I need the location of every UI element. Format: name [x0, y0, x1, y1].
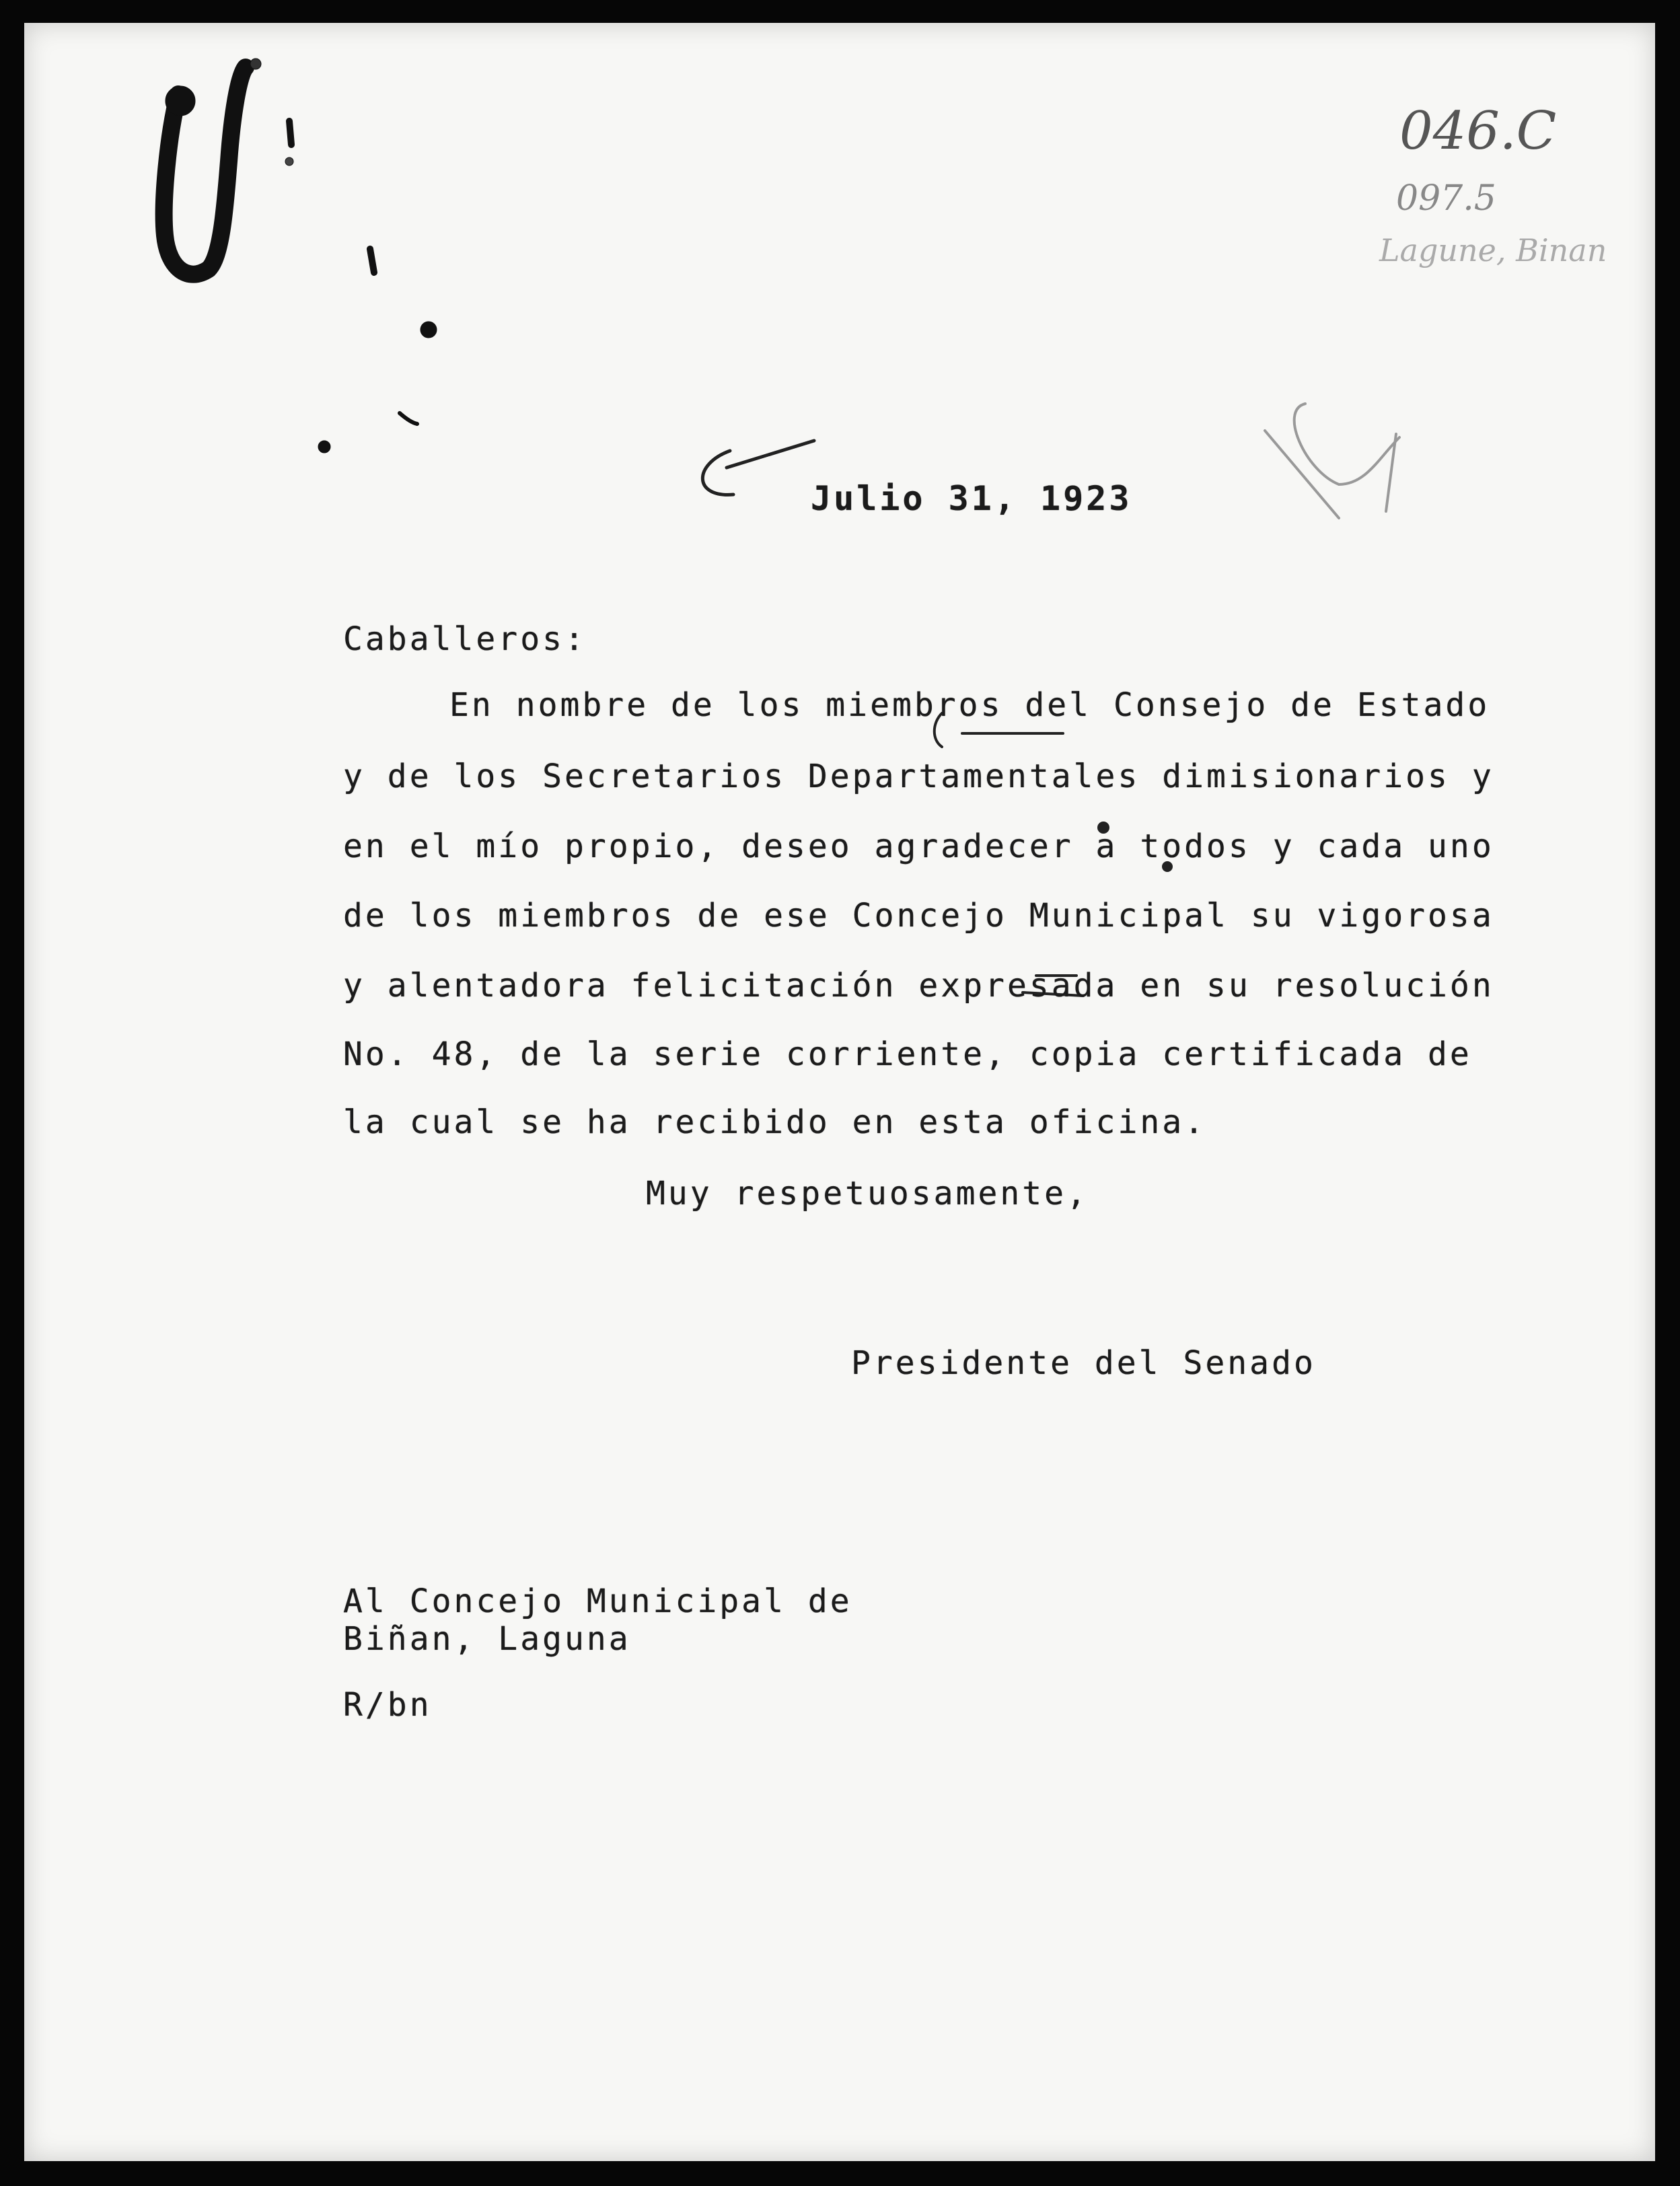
body-line-7: la cual se ha recibido en esta oficina.	[343, 1103, 1207, 1141]
archive-code-1: 046.C	[1399, 101, 1557, 161]
archive-code-2: 097.5	[1396, 178, 1496, 219]
addressee-line-1: Al Concejo Municipal de	[343, 1582, 852, 1620]
closing: Muy respetuosamente,	[646, 1175, 1089, 1212]
typist-initials: R/bn	[343, 1686, 432, 1724]
body-line-1: En nombre de los miembros del Consejo de Estado	[449, 686, 1490, 724]
addressee-line-2: Biñan, Laguna	[343, 1620, 631, 1658]
letter-date: Julio 31, 1923	[811, 479, 1132, 518]
archive-code-3: Lagune, Binan	[1379, 232, 1607, 268]
signatory: Presidente del Senado	[851, 1344, 1316, 1382]
handwritten-check-mark	[702, 441, 814, 495]
body-line-5: y alentadora felicitación expresada en su resolución	[343, 967, 1494, 1005]
paper-clip-mark	[164, 59, 437, 453]
salutation: Caballeros:	[343, 620, 587, 658]
body-line-2: y de los Secretarios Departamentales dimisionarios y	[343, 758, 1494, 795]
body-line-4: de los miembros de ese Concejo Municipal su vigorosa	[343, 897, 1494, 935]
faint-pencil-mark	[1265, 404, 1399, 518]
body-line-3: en el mío propio, deseo agradecer a todos y cada uno	[343, 828, 1494, 865]
body-line-6: No. 48, de la serie corriente, copia certificada de	[343, 1035, 1472, 1073]
